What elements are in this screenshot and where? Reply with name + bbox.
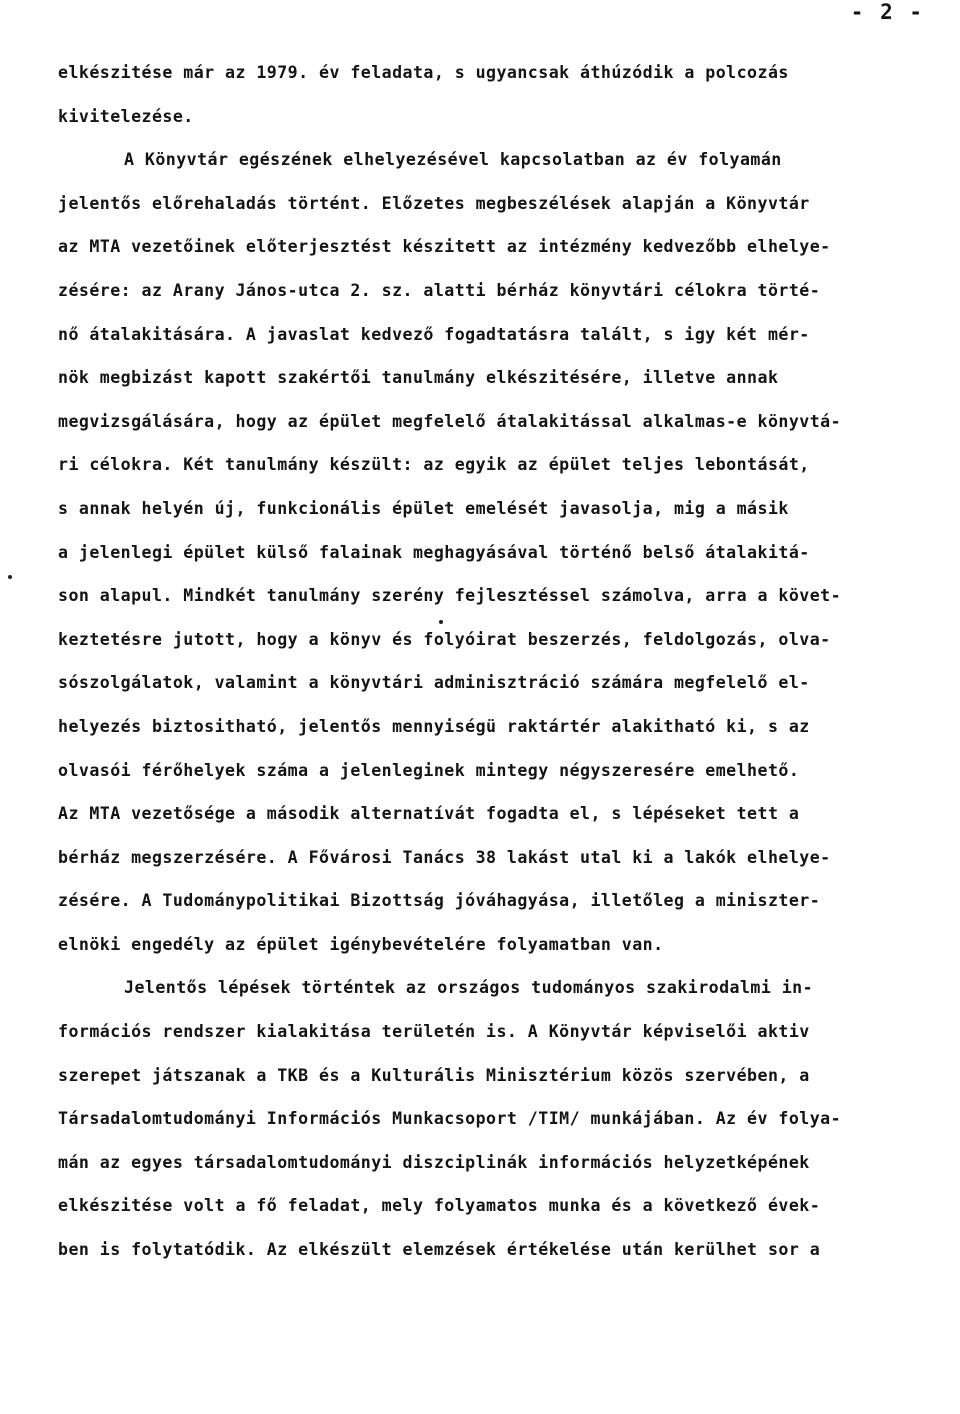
- ink-speck: [439, 620, 443, 624]
- text-line: megvizsgálására, hogy az épület megfelelő átalakitással alkalmas-e könyvtá-: [58, 411, 842, 431]
- text-line: az MTA vezetőinek előterjesztést készitett az intézmény kedvezőbb elhelye-: [58, 237, 831, 257]
- body-text: [58, 58, 928, 1279]
- text-line: helyezés biztositható, jelentős mennyiségü raktártér alakitható ki, s az: [58, 716, 810, 736]
- text-line: bérház megszerzésére. A Fővárosi Tanács 38 lakást utal ki a lakók elhelye-: [58, 847, 831, 867]
- text-line: nök megbizást kapott szakértői tanulmány elkészitésére, illetve annak: [58, 368, 779, 388]
- text-line: olvasói férőhelyek száma a jelenleginek mintegy négyszeresére emelhető.: [58, 760, 800, 780]
- text-line: kivitelezése.: [58, 106, 194, 126]
- page-number: - 2 -: [850, 0, 924, 24]
- text-line: zésére. A Tudománypolitikai Bizottság jóváhagyása, illetőleg a miniszter-: [58, 891, 821, 911]
- text-line: son alapul. Mindkét tanulmány szerény fejlesztéssel számolva, arra a követ-: [58, 586, 842, 606]
- text-line: sószolgálatok, valamint a könyvtári adminisztráció számára megfelelő el-: [58, 673, 810, 693]
- text-line: nő átalakitására. A javaslat kedvező fogadtatásra talált, s igy két mér-: [58, 324, 810, 344]
- text-line: Az MTA vezetősége a második alternatívát fogadta el, s lépéseket tett a: [58, 804, 800, 824]
- text-line: Társadalomtudományi Információs Munkacsoport /TIM/ munkájában. Az év folya-: [58, 1109, 842, 1129]
- text-line: jelentős előrehaladás történt. Előzetes megbeszélések alapján a Könyvtár: [58, 193, 810, 213]
- text-line: ben is folytatódik. Az elkészült elemzések értékelése után kerülhet sor a: [58, 1240, 821, 1260]
- text-line: a jelenlegi épület külső falainak meghagyásával történő belső átalakitá-: [58, 542, 810, 562]
- ink-speck: [8, 575, 12, 579]
- text-line: s annak helyén új, funkcionális épület emelését javasolja, mig a másik: [58, 498, 789, 518]
- text-line: zésére: az Arany János-utca 2. sz. alatti bérház könyvtári célokra törté-: [58, 280, 821, 300]
- text-line: keztetésre jutott, hogy a könyv és folyóirat beszerzés, feldolgozás, olva-: [58, 629, 831, 649]
- text-line: mán az egyes társadalomtudományi diszciplinák információs helyzetképének: [58, 1152, 810, 1172]
- text-line: formációs rendszer kialakitása területén is. A Könyvtár képviselői aktiv: [58, 1022, 810, 1042]
- text-line: Jelentős lépések történtek az országos tudományos szakirodalmi in-: [124, 978, 814, 998]
- text-line: elkészitése volt a fő feladat, mely folyamatos munka és a következő évek-: [58, 1196, 821, 1216]
- text-line: elnöki engedély az épület igénybevételére folyamatban van.: [58, 934, 664, 954]
- text-line: A Könyvtár egészének elhelyezésével kapcsolatban az év folyamán: [124, 150, 782, 170]
- text-line: ri célokra. Két tanulmány készült: az egyik az épület teljes lebontását,: [58, 455, 810, 475]
- text-line: elkészitése már az 1979. év feladata, s ugyancsak áthúzódik a polcozás: [58, 63, 789, 82]
- text-line: szerepet játszanak a TKB és a Kulturális Minisztérium közös szervében, a: [58, 1065, 810, 1085]
